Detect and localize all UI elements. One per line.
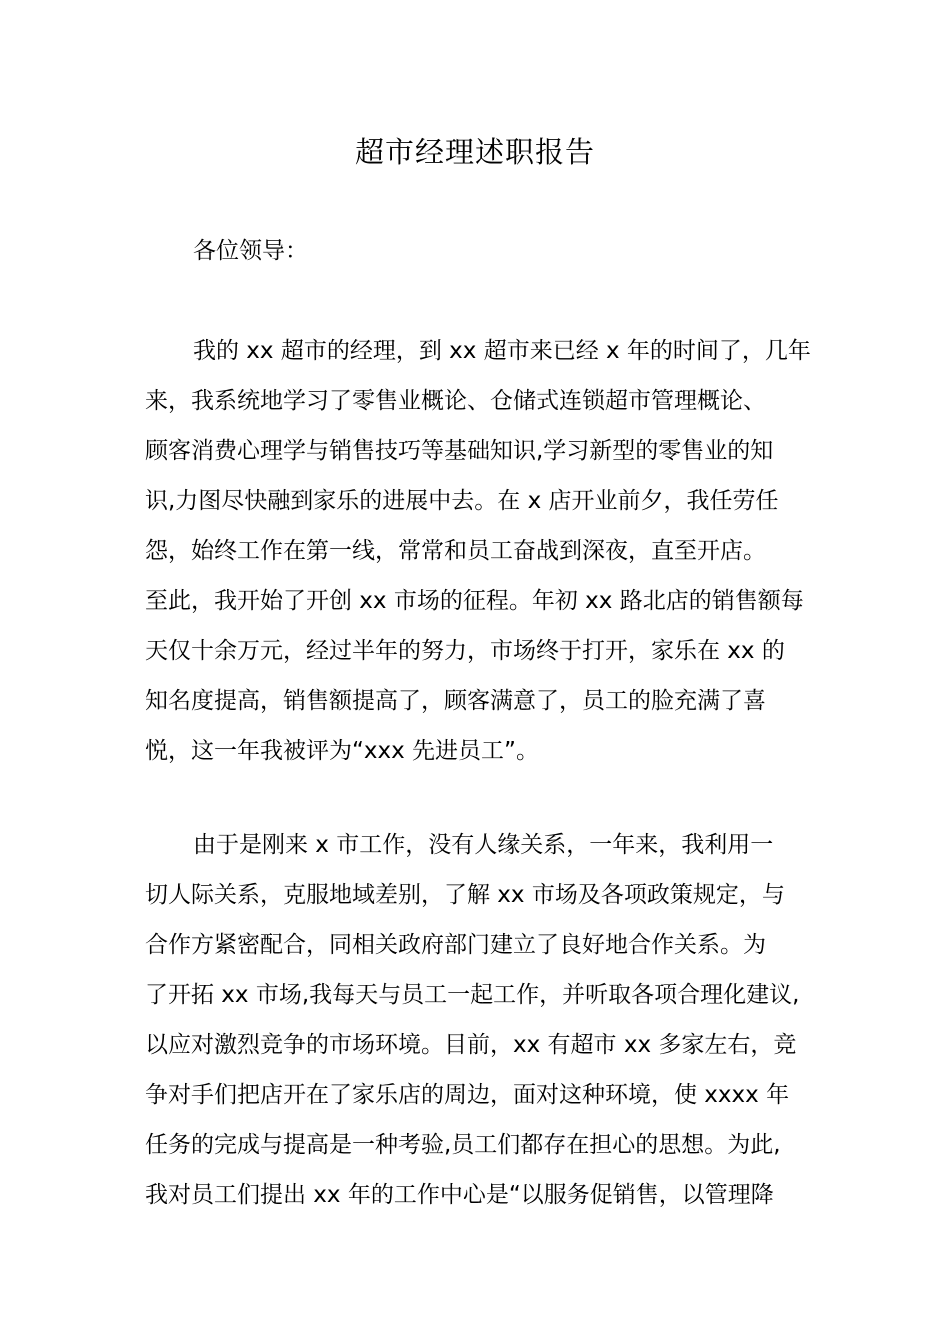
document-title: 超市经理述职报告 — [354, 135, 595, 169]
paragraph-line: 顾客消费心理学与销售技巧等基础知识,学习新型的零售业的知 — [145, 438, 774, 464]
paragraph-line: 识,力图尽快融到家乐的进展中去。在 x 店开业前夕，我任劳任 — [145, 488, 779, 514]
paragraph-line: 任务的完成与提高是一种考验,员工们都存在担心的思想。为此, — [145, 1132, 781, 1158]
paragraph-line: 来，我系统地学习了零售业概论、仓储式连锁超市管理概论、 — [145, 388, 766, 414]
paragraph-line: 我对员工们提出 xx 年的工作中心是“以服务促销售，以管理降 — [145, 1182, 774, 1208]
paragraph-line: 怨，始终工作在第一线，常常和员工奋战到深夜，直至开店。 — [145, 538, 766, 564]
paragraph-line: 天仅十余万元，经过半年的努力，市场终于打开，家乐在 xx 的 — [145, 638, 785, 664]
paragraph-line: 悦，这一年我被评为“xxx 先进员工”。 — [145, 738, 539, 764]
paragraph-2 — [145, 820, 811, 1220]
paragraph-line: 由于是刚来 x 市工作，没有人缘关系，一年来，我利用一 — [193, 832, 774, 858]
salutation: 各位领导： — [193, 238, 308, 264]
paragraph-line: 切人际关系，克服地域差别，了解 xx 市场及各项政策规定，与 — [145, 882, 785, 908]
paragraph-line: 知名度提高，销售额提高了，顾客满意了，员工的脸充满了喜 — [145, 688, 766, 714]
paragraph-line: 我的 xx 超市的经理，到 xx 超市来已经 x 年的时间了，几年 — [193, 338, 811, 364]
paragraph-line: 了开拓 xx 市场,我每天与员工一起工作，并听取各项合理化建议, — [145, 982, 800, 1008]
paragraph-line: 至此，我开始了开创 xx 市场的征程。年初 xx 路北店的销售额每 — [145, 588, 804, 614]
paragraph-line: 以应对激烈竞争的市场环境。目前，xx 有超市 xx 多家左右，竞 — [145, 1032, 797, 1058]
paragraph-line: 合作方紧密配合，同相关政府部门建立了良好地合作关系。为 — [145, 932, 766, 958]
paragraph-line: 争对手们把店开在了家乐店的周边，面对这种环境，使 xxxx 年 — [145, 1082, 790, 1108]
paragraph-1 — [145, 326, 811, 776]
